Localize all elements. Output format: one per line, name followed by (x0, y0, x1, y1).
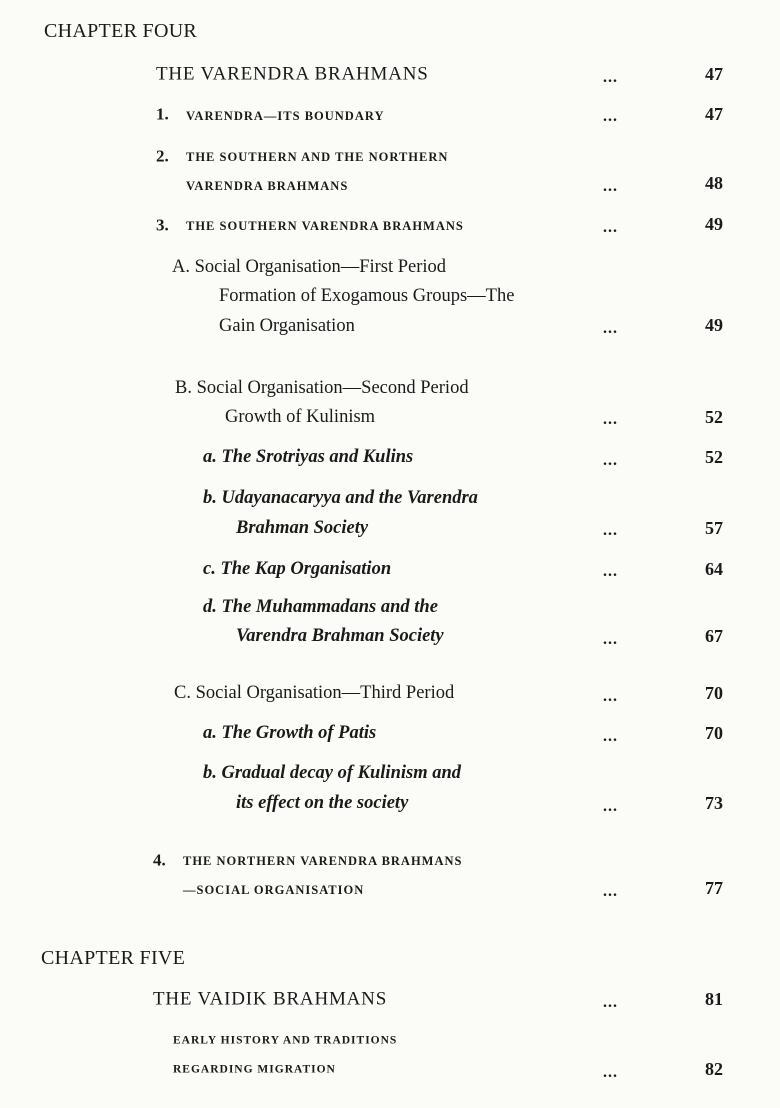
leader-dots: ... (603, 108, 618, 125)
item-title: Brahman Society (236, 517, 369, 538)
leader-dots: ... (603, 688, 618, 705)
page-number: 73 (705, 793, 723, 813)
page-number: 48 (705, 173, 723, 193)
item-title: c. The Kap Organisation (203, 558, 392, 579)
leader-dots: ... (603, 631, 618, 648)
leader-dots: ... (603, 411, 618, 428)
leader-dots: ... (603, 728, 618, 745)
section-title: EARLY HISTORY AND TRADITIONS (173, 1034, 398, 1047)
section-title: —SOCIAL ORGANISATION (183, 882, 365, 897)
page-number: 52 (705, 407, 723, 427)
page-number: 49 (705, 315, 723, 335)
leader-dots: ... (603, 1064, 618, 1081)
page-number: 57 (705, 518, 723, 538)
page-number: 81 (705, 989, 723, 1009)
item-title: b. Udayanacaryya and the Varendra (203, 487, 478, 508)
page-number: 64 (705, 559, 723, 579)
page-number: 77 (705, 878, 723, 898)
chapter-title: THE VAIDIK BRAHMANS (153, 988, 388, 1010)
page-number: 70 (705, 723, 723, 743)
item-title: b. Gradual decay of Kulinism and (203, 762, 461, 783)
section-number: 3. (156, 215, 169, 235)
item-title: d. The Muhammadans and the (203, 596, 438, 617)
page-number: 49 (705, 214, 723, 234)
item-title: a. The Srotriyas and Kulins (203, 446, 414, 467)
subsection-title: Growth of Kulinism (225, 406, 376, 427)
section-title: VARENDRA BRAHMANS (186, 178, 349, 193)
item-title: its effect on the society (236, 792, 409, 813)
leader-dots: ... (603, 883, 618, 900)
page-number: 47 (705, 104, 723, 124)
leader-dots: ... (603, 320, 618, 337)
leader-dots: ... (603, 178, 618, 195)
leader-dots: ... (603, 798, 618, 815)
leader-dots: ... (603, 219, 618, 236)
item-title: Varendra Brahman Society (236, 625, 444, 646)
subsection-title: A. Social Organisation—First Period (172, 256, 447, 277)
chapter-heading: CHAPTER FOUR (44, 20, 198, 42)
subsection-title: B. Social Organisation—Second Period (175, 377, 469, 398)
chapter-title: THE VARENDRA BRAHMANS (156, 63, 429, 85)
section-title: VARENDRA—ITS BOUNDARY (186, 108, 385, 123)
page-number: 52 (705, 447, 723, 467)
section-title: REGARDING MIGRATION (173, 1063, 336, 1076)
section-title: THE NORTHERN VARENDRA BRAHMANS (183, 853, 463, 868)
leader-dots: ... (603, 452, 618, 469)
section-number: 4. (153, 850, 166, 870)
leader-dots: ... (603, 522, 618, 539)
chapter-heading: CHAPTER FIVE (41, 947, 186, 969)
leader-dots: ... (603, 563, 618, 580)
page-number: 82 (705, 1059, 723, 1079)
subsection-title: C. Social Organisation—Third Period (174, 682, 455, 703)
section-number: 1. (156, 104, 169, 124)
subsection-title: Formation of Exogamous Groups—The (219, 285, 515, 306)
item-title: a. The Growth of Patis (203, 722, 377, 743)
page-number: 47 (705, 64, 723, 84)
subsection-title: Gain Organisation (219, 315, 355, 336)
section-title: THE SOUTHERN VARENDRA BRAHMANS (186, 218, 464, 233)
page-number: 67 (705, 626, 723, 646)
leader-dots: ... (603, 69, 618, 86)
leader-dots: ... (603, 994, 618, 1011)
section-number: 2. (156, 146, 169, 166)
section-title: THE SOUTHERN AND THE NORTHERN (186, 149, 449, 164)
page-number: 70 (705, 683, 723, 703)
